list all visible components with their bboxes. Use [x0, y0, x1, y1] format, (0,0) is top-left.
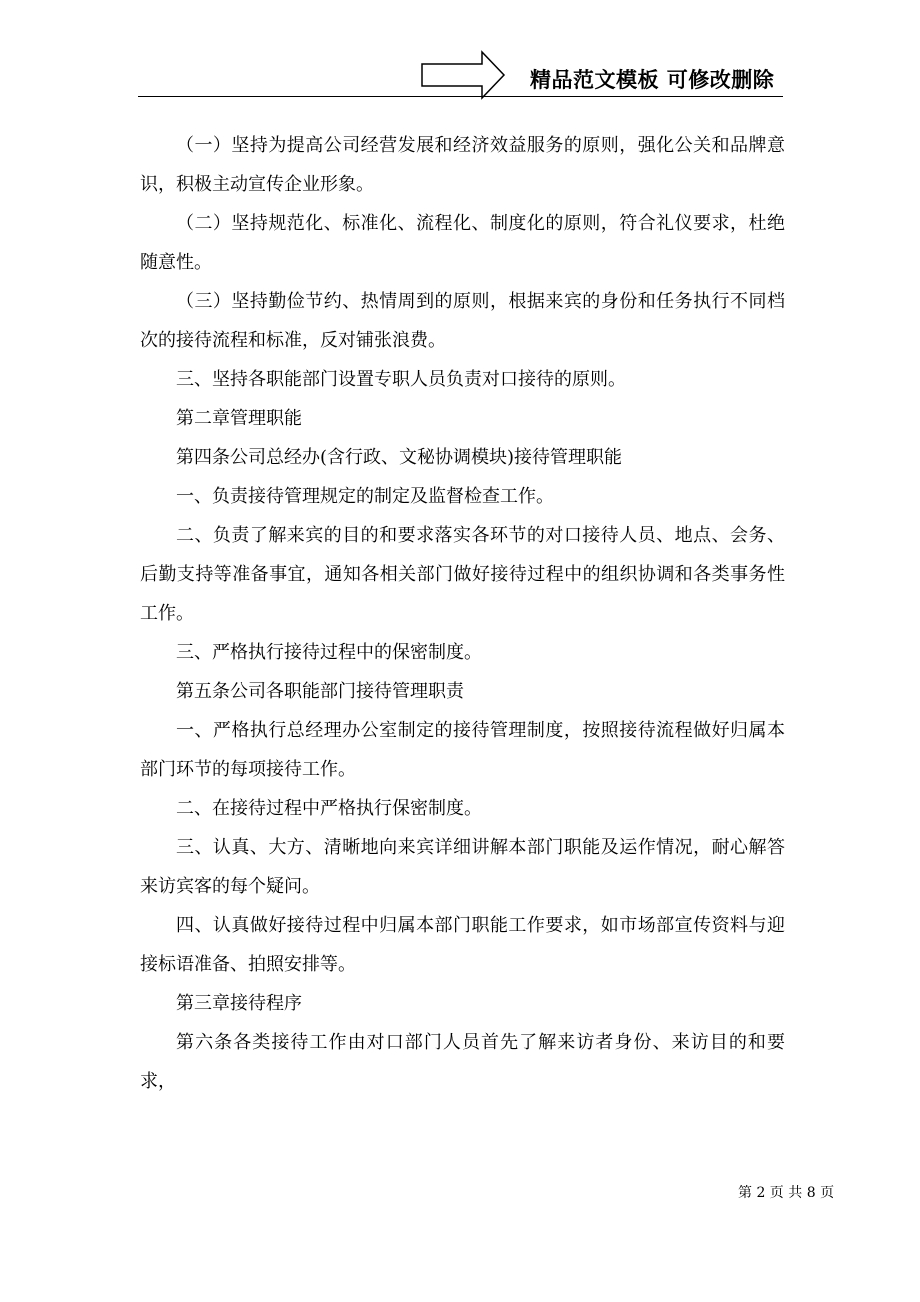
paragraph: 三、严格执行接待过程中的保密制度。	[176, 642, 482, 663]
paragraph: （二）坚持规范化、标准化、流程化、制度化的原则，符合礼仪要求，杜绝随意性。	[140, 213, 785, 273]
chapter-heading: 第三章接待程序	[176, 993, 302, 1014]
header-title: 精品范文模板 可修改删除	[530, 68, 775, 92]
chapter-heading: 第二章管理职能	[176, 408, 302, 429]
paragraph: 一、严格执行总经理办公室制定的接待管理制度，按照接待流程做好归属本部门环节的每项接待工作。	[140, 720, 785, 780]
header-divider	[138, 96, 783, 97]
page-header	[0, 0, 920, 100]
paragraph: 四、认真做好接待过程中归属本部门职能工作要求，如市场部宣传资料与迎接标语准备、拍照安排等。	[140, 915, 785, 975]
paragraph: 二、在接待过程中严格执行保密制度。	[176, 798, 482, 819]
paragraph: 三、认真、大方、清晰地向来宾详细讲解本部门职能及运作情况，耐心解答来访宾客的每个疑问。	[140, 837, 785, 897]
paragraph: （一）坚持为提高公司经营发展和经济效益服务的原则，强化公关和品牌意识，积极主动宣传企业形象。	[140, 135, 785, 195]
paragraph: （三）坚持勤俭节约、热情周到的原则，根据来宾的身份和任务执行不同档次的接待流程和标准，反对铺张浪费。	[140, 291, 785, 351]
article-heading: 第五条公司各职能部门接待管理职责	[176, 681, 464, 702]
right-arrow-icon	[420, 50, 506, 100]
article-heading: 第四条公司总经办(含行政、文秘协调模块)接待管理职能	[176, 447, 623, 468]
page-number: 第 2 页 共 8 页	[738, 1185, 835, 1201]
paragraph: 三、坚持各职能部门设置专职人员负责对口接待的原则。	[176, 369, 626, 390]
paragraph: 第六条各类接待工作由对口部门人员首先了解来访者身份、来访目的和要求，	[140, 1032, 785, 1092]
paragraph: 一、负责接待管理规定的制定及监督检查工作。	[176, 486, 554, 507]
document-body	[140, 126, 785, 1101]
paragraph: 二、负责了解来宾的目的和要求落实各环节的对口接待人员、地点、会务、后勤支持等准备事宜，通知各相关部门做好接待过程中的组织协调和各类事务性工作。	[140, 525, 785, 624]
